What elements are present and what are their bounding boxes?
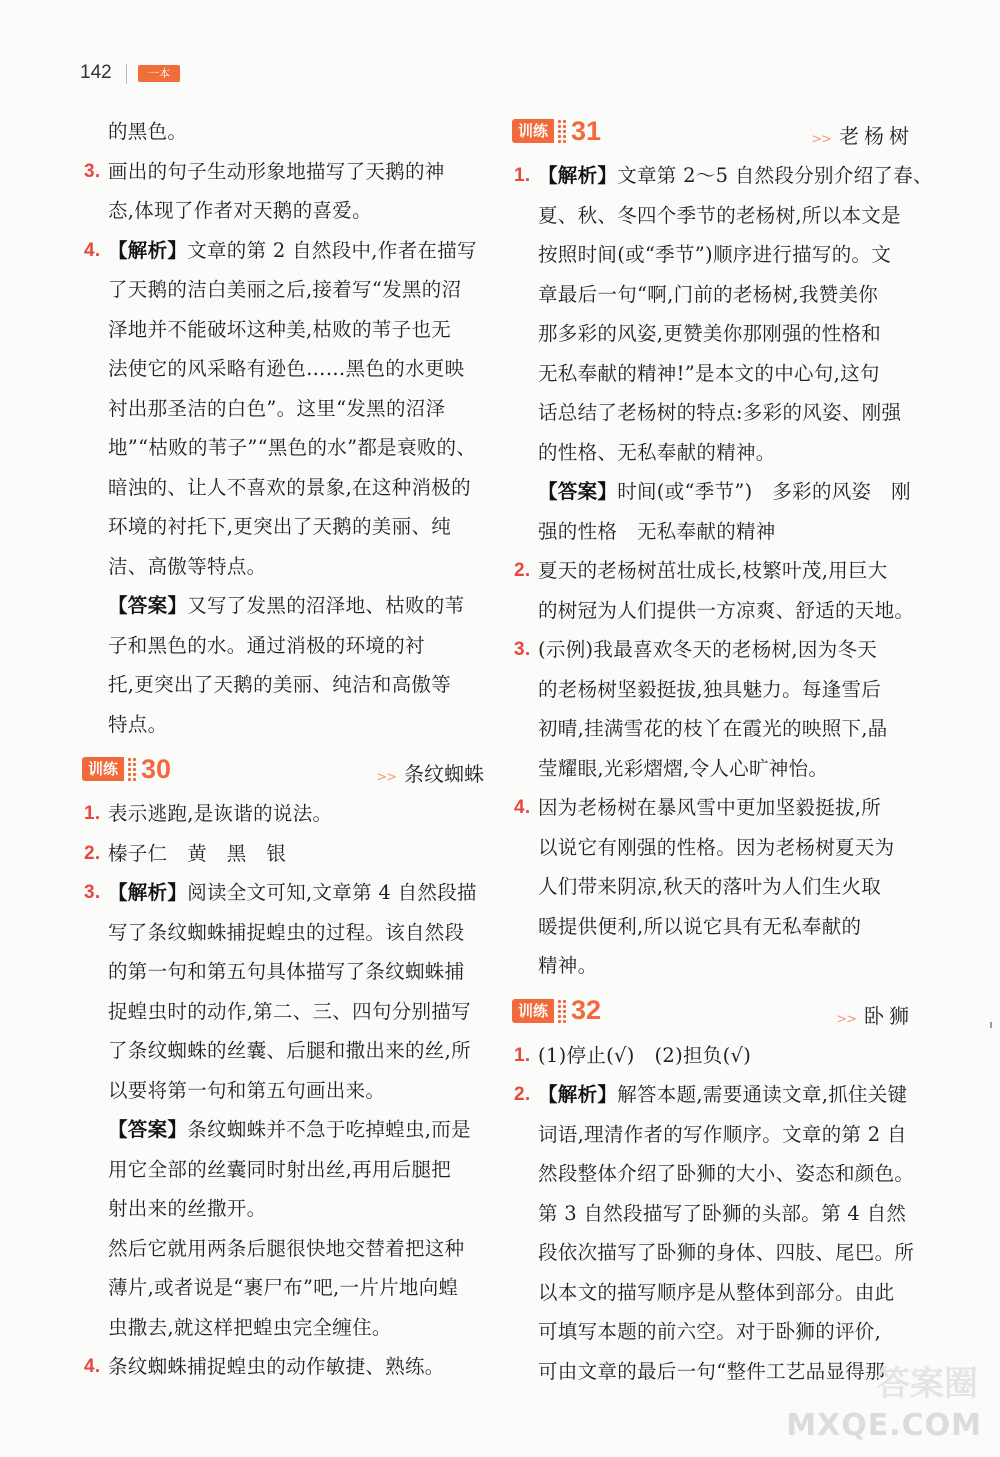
answer-line — [512, 867, 914, 907]
answer-text: 夏天的老杨树茁壮成长,枝繁叶茂,用巨大 — [538, 559, 888, 582]
answer-text: 态,体现了作者对天鹅的喜爱。 — [108, 199, 372, 222]
answer-text: 条纹蜘蛛捕捉蝗虫的动作敏捷、熟练。 — [108, 1355, 445, 1378]
answer-line — [512, 393, 914, 433]
answer-line — [82, 428, 484, 468]
answer-text: 特点。 — [108, 712, 168, 736]
answer-tag: 【解析】 — [538, 164, 618, 187]
answer-text: 那多彩的风姿,更赞美你那刚强的性格和 — [538, 322, 882, 345]
answer-line — [512, 670, 914, 710]
dot-grid-icon — [557, 119, 567, 143]
section-title-text: 卧狮 — [864, 1003, 914, 1028]
section-30-header — [82, 748, 484, 792]
answer-text: 可填写本题的前六空。对于卧狮的评价, — [538, 1320, 882, 1343]
answer-text: 子和黑色的水。通过消极的环境的衬 — [108, 633, 425, 657]
answer-line — [82, 389, 484, 429]
answer-text: 段依次描写了卧狮的身体、四肢、尾巴。所 — [538, 1241, 915, 1264]
answer-tag: 【答案】 — [538, 480, 618, 503]
answer-line — [82, 1110, 484, 1150]
answer-line — [82, 1229, 484, 1269]
answer-text: 因为老杨树在暴风雪中更加坚毅挺拔,所 — [538, 796, 882, 819]
answer-line — [82, 310, 484, 350]
dot-grid-icon — [557, 999, 567, 1023]
question-number: 2. — [514, 1084, 531, 1105]
answer-text: 的树冠为人们提供一方凉爽、舒适的天地。 — [538, 598, 915, 622]
answer-line — [512, 275, 914, 315]
question-number: 4. — [84, 1356, 101, 1377]
answer-text: 章最后一句“啊,门前的老杨树,我赞美你 — [538, 282, 879, 306]
answer-text: 精神。 — [538, 954, 598, 977]
answer-text: 又写了发黑的沼泽地、枯败的苇 — [187, 594, 465, 617]
question-number: 2. — [514, 560, 531, 581]
answer-line — [82, 794, 484, 834]
answer-text: 的黑色。 — [108, 120, 188, 143]
brand-mark: 一本 — [138, 65, 180, 82]
answer-line — [512, 1115, 914, 1155]
answer-text: 时间(或“季节”) 多彩的风姿 刚 — [617, 480, 911, 503]
dot-grid-icon — [127, 757, 137, 781]
section-badge — [512, 996, 601, 1026]
badge-number: 31 — [571, 115, 602, 146]
answer-tag: 【解析】 — [108, 881, 188, 904]
right-column — [512, 110, 933, 1391]
answer-line — [512, 314, 914, 354]
answer-line — [512, 630, 914, 670]
section-32-header — [512, 990, 914, 1034]
badge-number: 30 — [141, 753, 172, 784]
answer-text: 用它全部的丝囊同时射出丝,再用后腿把 — [108, 1157, 452, 1181]
badge-number: 32 — [571, 995, 602, 1025]
answer-text: 射出来的丝撒开。 — [108, 1197, 267, 1220]
answer-line — [82, 270, 484, 310]
badge-label: 训练 — [512, 119, 554, 143]
answer-text: 泽地并不能破坏这种美,枯败的苇子也无 — [108, 317, 452, 341]
answer-text: 文章第 2～5 自然段分别介绍了春、 — [617, 164, 933, 187]
answer-line — [512, 1233, 914, 1273]
answer-text: 托,更突出了天鹅的美丽、纯洁和高傲等 — [108, 673, 452, 696]
question-number: 3. — [84, 160, 101, 182]
answer-line — [82, 1071, 484, 1111]
answer-line — [512, 354, 914, 394]
double-chevron-icon: >> — [836, 1011, 856, 1027]
question-number: 2. — [84, 842, 101, 864]
question-number: 1. — [84, 803, 101, 824]
answer-text: 捉蝗虫时的动作,第二、三、四句分别描写 — [108, 999, 471, 1023]
answer-tag: 【解析】 — [108, 238, 188, 262]
answer-line — [512, 749, 914, 789]
answer-line — [82, 705, 484, 745]
answer-line — [82, 1308, 484, 1348]
answer-line — [512, 235, 914, 275]
answer-text: 洁、高傲等特点。 — [108, 554, 267, 578]
answer-text: (示例)我最喜欢冬天的老杨树,因为冬天 — [538, 638, 878, 661]
answer-line — [82, 1150, 484, 1190]
answer-line — [512, 1273, 914, 1313]
question-number: 3. — [514, 639, 531, 660]
answer-text: 环境的衬托下,更突出了天鹅的美丽、纯 — [108, 515, 452, 538]
answer-text: 衬出那圣洁的白色”。这里“发黑的沼泽 — [108, 396, 446, 420]
answer-text: 地”“枯败的苇子”“黑色的水”都是衰败的、 — [108, 436, 477, 459]
answer-line — [82, 191, 484, 231]
answer-line — [512, 433, 914, 473]
answer-line — [512, 1036, 914, 1076]
answer-text: 文章的第 2 自然段中,作者在描写 — [187, 238, 477, 262]
answer-line — [512, 709, 914, 749]
answer-text: 话总结了老杨树的特点:多彩的风姿、刚强 — [538, 401, 902, 424]
double-chevron-icon: >> — [811, 132, 831, 147]
header-divider — [126, 64, 127, 84]
answer-line — [82, 873, 484, 913]
answer-line — [82, 586, 484, 626]
page-number: 142 — [80, 62, 112, 83]
answer-text: 法使它的风采略有逊色……黑色的水更映 — [108, 357, 465, 380]
answer-line — [512, 1194, 914, 1234]
answer-line — [512, 788, 914, 828]
question-number: 1. — [514, 165, 531, 186]
answer-text: 条纹蜘蛛并不急于吃掉蝗虫,而是 — [187, 1118, 471, 1141]
badge-label: 训练 — [512, 999, 554, 1023]
watermark-logo: 答案圈 — [876, 1364, 978, 1404]
answer-line — [512, 907, 914, 947]
answer-text: 的第一句和第五句具体描写了条纹蜘蛛捕 — [108, 960, 465, 983]
answer-line — [82, 1347, 484, 1387]
answer-line — [512, 591, 914, 631]
answer-text: 然后它就用两条后腿很快地交替着把这种 — [108, 1236, 465, 1260]
answer-text: 写了条纹蜘蛛捕捉蝗虫的过程。该自然段 — [108, 920, 465, 944]
answer-text: 按照时间(或“季节”)顺序进行描写的。文 — [538, 243, 892, 266]
answer-text: (1)停止(√) (2)担负(√) — [538, 1043, 752, 1067]
answer-line — [82, 547, 484, 587]
question-number: 4. — [84, 239, 101, 261]
answer-text: 初晴,挂满雪花的枝丫在霞光的映照下,晶 — [538, 717, 888, 740]
answer-line — [512, 551, 914, 591]
answer-line — [82, 507, 484, 547]
right-block-2 — [512, 1036, 914, 1392]
answer-line — [512, 1154, 914, 1194]
answer-text: 表示逃跑,是诙谐的说法。 — [108, 802, 333, 825]
answer-line — [512, 472, 914, 512]
answer-text: 榛子仁 黄 黑 银 — [108, 841, 287, 865]
answer-line — [512, 1312, 914, 1352]
answer-tag: 【答案】 — [108, 594, 188, 617]
question-number: 3. — [84, 882, 101, 903]
answer-text: 了条纹蜘蛛的丝囊、后腿和撒出来的丝,所 — [108, 1039, 471, 1062]
answer-line — [512, 156, 933, 196]
double-chevron-icon: >> — [376, 770, 396, 785]
answer-line — [82, 1189, 484, 1229]
answer-line — [82, 152, 484, 192]
answer-text: 虫撒去,就这样把蝗虫完全缠住。 — [108, 1315, 392, 1339]
answer-line — [512, 512, 914, 552]
answer-text: 然段整体介绍了卧狮的大小、姿态和颜色。 — [538, 1162, 915, 1185]
answer-line — [82, 992, 484, 1032]
answer-text: 的老杨树坚毅挺拔,独具魅力。每逢雪后 — [538, 677, 882, 701]
answer-line — [512, 1075, 914, 1115]
answer-line — [512, 196, 914, 236]
margin-mark — [990, 1022, 992, 1028]
answer-line — [82, 952, 484, 992]
answer-line — [512, 828, 914, 868]
section-badge — [82, 754, 171, 784]
question-number: 4. — [514, 797, 531, 818]
answer-text: 无私奉献的精神!”是本文的中心句,这句 — [538, 361, 880, 385]
answer-line — [82, 1031, 484, 1071]
left-block-2 — [82, 794, 484, 1387]
answer-text: 以要将第一句和第五句画出来。 — [108, 1078, 386, 1102]
answer-text: 阅读全文可知,文章第 4 自然段描 — [187, 881, 477, 904]
answer-text: 莹耀眼,光彩熠熠,令人心旷神怡。 — [538, 756, 829, 780]
answer-text: 夏、秋、冬四个季节的老杨树,所以本文是 — [538, 203, 901, 227]
left-column — [82, 112, 484, 1387]
answer-line — [82, 834, 484, 874]
badge-label: 训练 — [82, 757, 124, 781]
answer-text: 了天鹅的洁白美丽之后,接着写“发黑的沼 — [108, 278, 462, 301]
answer-tag: 【解析】 — [538, 1083, 618, 1106]
section-title — [811, 120, 914, 149]
section-31-header — [512, 110, 914, 154]
answer-line — [82, 231, 484, 271]
section-title-text: 条纹蜘蛛 — [404, 762, 484, 786]
section-badge — [512, 116, 601, 146]
section-title — [376, 758, 484, 787]
answer-text: 薄片,或者说是“裹尸布”吧,一片片地向蝗 — [108, 1276, 459, 1299]
answer-text: 以说它有刚强的性格。因为老杨树夏天为 — [538, 835, 895, 859]
watermark: MXQE.COM — [786, 1408, 982, 1443]
answer-text: 以本文的描写顺序是从整体到部分。由此 — [538, 1280, 895, 1304]
answer-line — [82, 112, 484, 152]
answer-text: 的性格、无私奉献的精神。 — [538, 440, 776, 464]
answer-text: 画出的句子生动形象地描写了天鹅的神 — [108, 159, 445, 183]
answer-line — [82, 665, 484, 705]
answer-text: 暖提供便利,所以说它具有无私奉献的 — [538, 914, 862, 938]
answer-line — [82, 626, 484, 666]
answer-line — [82, 1268, 484, 1308]
answer-text: 词语,理清作者的写作顺序。文章的第 2 自 — [538, 1122, 907, 1146]
answer-text: 可由文章的最后一句“整件工艺品显得那 — [538, 1359, 885, 1383]
left-block-1 — [82, 112, 484, 744]
answer-text: 解答本题,需要通读文章,抓住关键 — [617, 1083, 908, 1106]
answer-tag: 【答案】 — [108, 1118, 188, 1141]
answer-line — [512, 946, 914, 986]
answer-text: 人们带来阴凉,秋天的落叶为人们生火取 — [538, 875, 882, 898]
answer-line — [512, 1352, 914, 1392]
answer-text: 强的性格 无私奉献的精神 — [538, 519, 776, 543]
answer-line — [82, 349, 484, 389]
answer-text: 第 3 自然段描写了卧狮的头部。第 4 自然 — [538, 1201, 907, 1225]
question-number: 1. — [514, 1044, 531, 1066]
section-title — [836, 1000, 914, 1029]
answer-text: 暗浊的、让人不喜欢的景象,在这种消极的 — [108, 475, 471, 499]
right-block-1 — [512, 156, 933, 986]
answer-line — [82, 913, 484, 953]
answer-line — [82, 468, 484, 508]
section-title-text: 老杨树 — [839, 124, 914, 148]
